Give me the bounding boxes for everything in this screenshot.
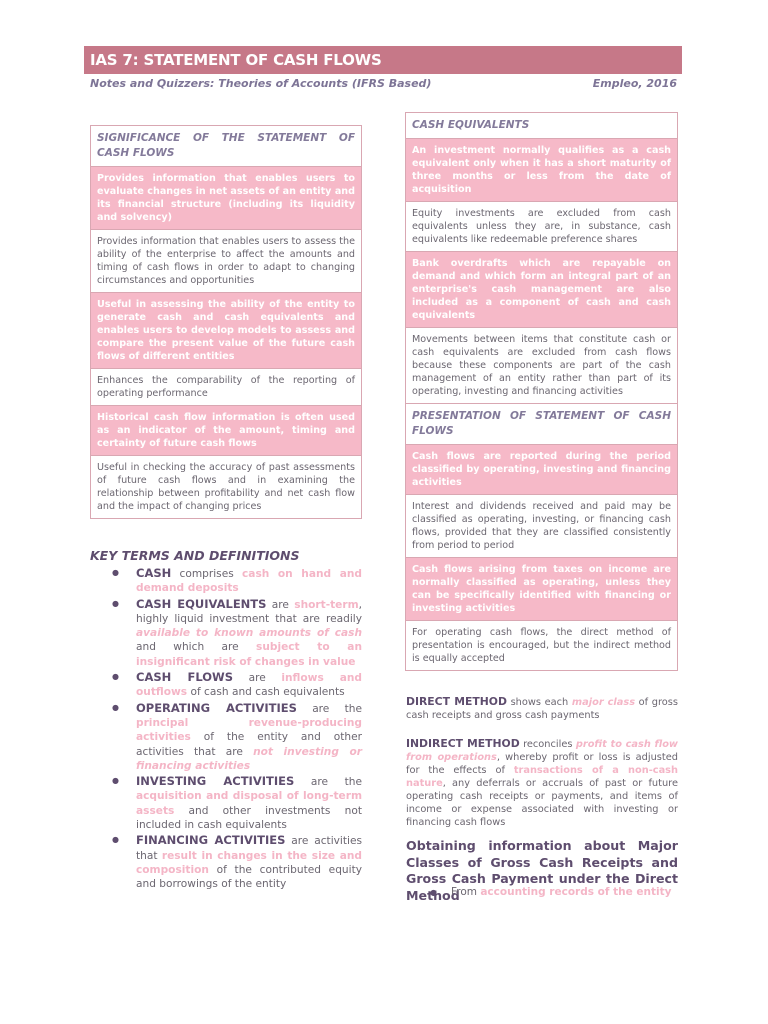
key-terms-heading: KEY TERMS AND DEFINITIONS xyxy=(90,548,300,563)
highlighted-text: subject to an insignificant risk of changes in value xyxy=(136,641,363,668)
highlighted-text: cash on hand and demand deposits xyxy=(136,568,362,595)
table-cell: Provides information that enables users to assess the ability of the enterprise to affect the amounts and timing of cash flows in order to adapt to changing circumstances and opportunities xyxy=(91,229,361,292)
text-run: of cash and cash equivalents xyxy=(187,686,345,699)
text-run: , whereby profit or loss is adjusted for the effects of xyxy=(406,752,679,776)
term-label: INDIRECT METHOD xyxy=(406,737,520,750)
term-label: CASH EQUIVALENTS xyxy=(136,596,267,611)
highlighted-text: available to known amounts of cash xyxy=(136,627,362,640)
highlighted-text: inflows and outflows xyxy=(136,672,362,699)
table-cell: Interest and dividends received and paid may be classified as operating, investing, or financing cash flows, provided that they are classified consistently from period to period xyxy=(406,494,677,557)
text-run: of the contributed equity and borrowings of the entity xyxy=(136,863,362,891)
text-run: and other investments not included in cash equivalents xyxy=(136,804,362,832)
text-run: are xyxy=(266,598,295,611)
text-run: are the xyxy=(294,776,362,789)
highlighted-text: major class xyxy=(571,697,636,708)
key-terms-list xyxy=(112,566,362,893)
table-cell: Enhances the comparability of the reporting of operating performance xyxy=(91,368,361,405)
key-term-item xyxy=(112,701,362,773)
direct-method-paragraph xyxy=(406,695,678,722)
key-term-item xyxy=(112,597,362,669)
table-cell: Provides information that enables users to evaluate changes in net assets of an entity and its financial structure (including its liquidity and solvency) xyxy=(91,166,361,229)
table-cell: Bank overdrafts which are repayable on demand and which form an integral part of an enterprise's cash management are also included as a component of cash and cash equivalents xyxy=(406,251,677,327)
text-run: and which are xyxy=(136,641,257,654)
highlighted-text: accounting records of the entity xyxy=(480,886,672,898)
text-run: are activities that xyxy=(136,835,362,862)
author-year: Empleo, 2016 xyxy=(592,77,677,90)
text-run: are xyxy=(233,672,282,685)
table-cell: Useful in checking the accuracy of past assessments of future cash flows and in examining the relationship between profitability and net cash flow and the impact of changing prices xyxy=(91,455,361,518)
table-cell: Historical cash flow information is often used as an indicator of the amount, timing and certainty of future cash flows xyxy=(91,405,361,455)
term-label: CASH xyxy=(136,566,172,580)
obtaining-bullet xyxy=(430,886,671,898)
term-label: DIRECT METHOD xyxy=(406,695,507,708)
table-cell: An investment normally qualifies as a cash equivalent only when it has a short maturity of three months or less from the date of acquisition xyxy=(406,138,677,201)
table-cell: Cash flows arising from taxes on income are normally classified as operating, unless they can be specifically identified with financing or investing activities xyxy=(406,557,677,620)
key-term-item xyxy=(112,670,362,700)
presentation-table xyxy=(405,403,678,671)
table-cell: Useful in assessing the ability of the entity to generate cash and cash equivalents and enables users to develop models to assess and compare the present value of the future cash flows of different entities xyxy=(91,292,361,368)
highlighted-text: result in changes in the size and composition xyxy=(136,849,362,876)
text-run: shows each xyxy=(506,697,572,708)
table-heading: CASH EQUIVALENTS xyxy=(412,119,530,131)
text-run: reconciles xyxy=(519,739,576,750)
highlighted-text: profit to cash flow from operations xyxy=(406,739,678,763)
table-cell: Cash flows are reported during the period classified by operating, investing and financing activities xyxy=(406,444,677,494)
key-term-item xyxy=(112,566,362,596)
highlighted-text: principal revenue-producing activities xyxy=(136,716,362,744)
document-title: IAS 7: STATEMENT OF CASH FLOWS xyxy=(84,46,682,74)
indirect-method-paragraph xyxy=(406,737,678,829)
table-cell: Movements between items that constitute cash or cash equivalents are excluded from cash flows because these components are part of the cash management of an entity rather than part of its operating, investing and financing activities xyxy=(406,327,677,403)
term-label: FINANCING ACTIVITIES xyxy=(136,833,286,848)
text-run: comprises xyxy=(171,568,243,580)
subtitle: Notes and Quizzers: Theories of Accounts (IFRS Based) xyxy=(90,77,432,90)
table-cell: Equity investments are excluded from cash equivalents unless they are, in substance, cash equivalents like redeemable preference shares xyxy=(406,201,677,251)
table-cell: For operating cash flows, the direct method of presentation is encouraged, but the indirect method is equally accepted xyxy=(406,620,677,670)
significance-table xyxy=(90,125,362,519)
key-term-item xyxy=(112,833,362,891)
obtaining-heading: Obtaining information about Major Classes of Gross Cash Receipts and Gross Cash Payment under the Direct Method xyxy=(406,838,678,903)
text-run: of gross cash receipts and gross cash payments xyxy=(406,697,678,721)
highlighted-text: not investing or financing activities xyxy=(136,745,362,772)
term-label: CASH FLOWS xyxy=(136,670,234,685)
term-label: INVESTING ACTIVITIES xyxy=(136,774,295,789)
highlighted-text: acquisition and disposal of long-term assets xyxy=(136,790,362,817)
highlighted-text: transactions of a non-cash nature xyxy=(406,765,678,789)
text-run: are the xyxy=(296,702,362,715)
table-heading: SIGNIFICANCE OF THE STATEMENT OF CASH FLOWS xyxy=(97,132,355,159)
text-run: , highly liquid investment that are readily xyxy=(136,598,362,625)
highlighted-text: short-term xyxy=(294,598,359,611)
text-run: , any deferrals or accruals of past or future operating cash receipts or payments, and items of income or expense associated with investing or financing cash flows xyxy=(406,778,678,828)
cash-equivalents-table xyxy=(405,112,678,404)
text-run: From xyxy=(450,886,481,898)
term-label: OPERATING ACTIVITIES xyxy=(136,700,297,715)
text-run: of the entity and other activities that are xyxy=(136,731,362,758)
table-heading: PRESENTATION OF STATEMENT OF CASH FLOWS xyxy=(412,410,671,437)
key-term-item xyxy=(112,774,362,832)
